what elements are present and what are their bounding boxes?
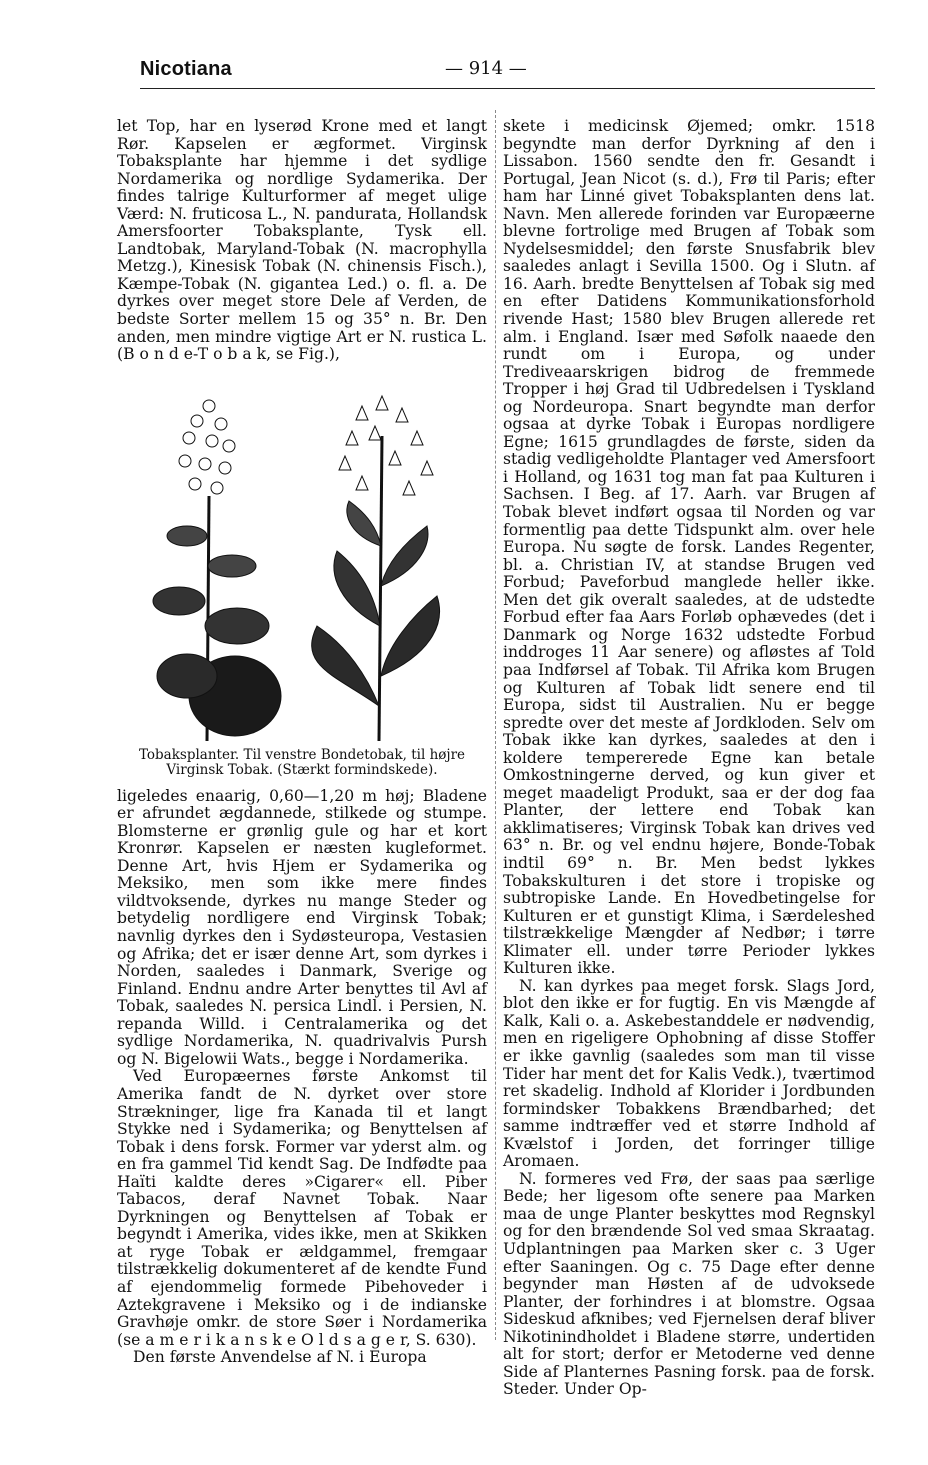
column-divider — [495, 110, 496, 1340]
right-paragraph-2: N. kan dyrkes paa meget forsk. Slags Jord, blot den ikke er for fugtig. En vis Mængde af Kalk, Kali o. a. Askebestanddele er nødvendig, men en rigeligere Ophobning af disse Stoffer er ikke gavnlig (saaledes som man til visse Tider har ment det for Kalis Vedk.), tværtimod ret skadelig. Indhold af Klorider i Jordbunden formindsker Tobakkens Brændbarhed; det samme indtræffer ved et større Indhold af Kvælstof i Jorden, det forringer tillige Aromaen. — [503, 976, 875, 1171]
right-paragraph-1: skete i medicinsk Øjemed; omkr. 1518 begyndte man derfor Dyrkning af den i Lissabon. 1560 sendte den fr. Gesandt i Portugal, Jean Nicot (s. d.), Frø til Paris; efter ham har Linné givet Tobaksplanten dens lat. Navn. Men allerede forinden var Europæerne blevne fortrolige med Brugen af Tobak som Nydelsesmiddel; den første Snusfabrik blev saaledes anlagt i Sevilla 1500. Og i Slutn. af 16. Aarh. bredte Benyttelsen af Tobak sig med en efter Datidens Kommunikationsforhold rivende Hast; 1580 blev Brugen allerede ret alm. i England. Især med Søfolk naaede den rundt om i Europa, og under Trediveaarskrigen bidrog de fremmede Tropper i høj Grad til Udbredelsen i Tyskland og Nordeuropa. Snart begyndte man derfor ogsaa at dyrke Tobak i Europas nordligere Egne; 1615 grundlagdes de første, siden da stadig vedligeholdte Plantager ved Amersfoort i Holland, og 1631 tog man fat paa Kulturen i Sachsen. I Beg. af 17. Aarh. var Brugen af Tobak blevet indført ogsaa til Norden og var formentlig paa dette Tidspunkt alm. over hele Europa. Nu søgte de forsk. Landes Regenter, bl. a. Christian IV, at standse Brugen ved Forbud; Paveforbud manglede heller ikke. Men det gik overalt saaledes, at de udstedte Forbud efter faa Aars Forløb ophævedes (det i Danmark og Norge 1632 udstedte Forbud inddroges 11 Aar senere) og afløstes af Told paa Indførsel af Tobak. Til Afrika kom Brugen og Kulturen af Tobak lidt senere end til Europa, sidst til Australien. Nu er begge spredte over det meste af Jordkloden. Selv om Tobak ikke kan dyrkes, saaledes at den i koldere tempererede Egne kan betale Omkostningerne derved, og kun giver et meget maadeligt Produkt, saa er der dog faa Planter, der lettere end Tobak kan akklimatiseres; Virginsk Tobak kan drives ved 63° n. Br. og vel endnu højere, Bonde-Tobak indtil 69° n. Br. Men bedst lykkes Tobakskulturen i det store i tropiske og subtropiske Lande. En Hovedbetingelse for Kulturen er et gunstigt Klima, i Særdeleshed tilstrækkelige Mængder af Nedbør; i tørre Klimater ell. under tørre Perioder lykkes Kulturen ikke. — [503, 117, 875, 978]
header-rule — [140, 88, 875, 89]
right-paragraph-3: N. formeres ved Frø, der saas paa særlige Bede; her ligesom ofte senere paa Marken maa de unge Planter beskyttes mod Regnskyl og for den brændende Sol ved smaa Skraatag. Udplantningen paa Marken sker c. 3 Uger efter Saaningen. Og c. 75 Dage efter denne begynder man Høsten af de udvoksede Planter, der forhindres i at blomstre. Ogsaa Sideskud afknibes; ved Fjernelsen deraf bliver Nikotinindholdet i Bladene større, undertiden alt for stort; derfor er Metoderne ved denne Side af Planternes Pasning forsk. paa de forsk. Steder. Under Op- — [503, 1169, 875, 1399]
left-paragraph-2: ligeledes enaarig, 0,60—1,20 m høj; Bladene er afrundet ægdannede, stilkede og stumpe. Blomsterne er grønlig gule og har et kort Kronrør. Kapselen er næsten kugleformet. Denne Art, hvis Hjem er Sydamerika og Meksiko, men som ikke mere findes vildtvoksende, dyrkes nu mange Steder og betydelig nordligere end Virginsk Tobak; navnlig dyrkes den i Sydøsteuropa, Vestasien og Afrika; det er især denne Art, som dyrkes i Norden, saaledes i Danmark, Sverige og Finland. Endnu andre Arter benyttes til Avl af Tobak, saaledes N. persica Lindl. i Persien, N. repanda Willd. i Centralamerika og det sydlige Nordamerika, N. quadrivalvis Pursh og N. Bigelowii Wats., begge i Nordamerika. — [117, 786, 487, 1068]
left-paragraph-3: Ved Europæernes første Ankomst til Amerika fandt de N. dyrket over store Strækninger, lige fra Kanada til et langt Stykke ned i Sydamerika; og Benyttelsen af Tobak i dens forsk. Former var yderst alm. og en fra gammel Tid kendt Sag. De Indfødte paa Haïti kaldte deres »Cigarer« ell. Piber Tabacos, deraf Navnet Tobak. Naar Dyrkningen og Benyttelsen af Tobak er begyndt i Amerika, vides ikke, men at Skikken at ryge Tobak er ældgammel, fremgaar tilstrækkelig dokumenteret af de kendte Fund af ejendommelig formede Pibehoveder i Aztekgravene i Meksiko og i de indianske Gravhøje omkr. de store Søer i Nordamerika (se a m e r i k a n s k e O l d s a g e r, S. 630). — [117, 1067, 487, 1349]
left-paragraph-1: let Top, har en lyserød Krone med et langt Rør. Kapselen er ægformet. Virginsk Tobaksplante har hjemme i det sydlige Nordamerika og nordlige Sydamerika. Der findes talrige Kulturformer af meget ulige Værd: N. fruticosa L., N. pandurata, Hollandsk Amersfoorter Tobaksplante, Tysk ell. Landtobak, Maryland-Tobak (N. macrophylla Metzg.), Kinesisk Tobak (N. chinensis Fisch.), Kæmpe-Tobak (N. gigantea Led.) o. fl. a. De dyrkes over meget store Dele af Verden, de bedste Sorter mellem 15 og 35° n. Br. Den anden, men mindre vigtige Art er N. rustica L. (B o n d e-T o b a k, se Fig.), — [117, 117, 487, 364]
tobacco-plants-illustration — [117, 376, 487, 746]
bondetobak-plant — [153, 400, 281, 741]
page-number: — 914 — — [445, 58, 527, 79]
right-column — [503, 118, 875, 1399]
running-head-title: Nicotiana — [140, 58, 232, 80]
left-column — [117, 118, 487, 1367]
figure-caption: Tobaksplanter. Til venstre Bondetobak, til højre Virginsk Tobak. (Stærkt formindskede). — [138, 746, 466, 778]
left-paragraph-4: Den første Anvendelse af N. i Europa — [133, 1348, 427, 1367]
page-header — [140, 58, 875, 92]
tobacco-plants-figure — [117, 376, 487, 746]
virginsk-tobak-plant — [312, 396, 440, 741]
